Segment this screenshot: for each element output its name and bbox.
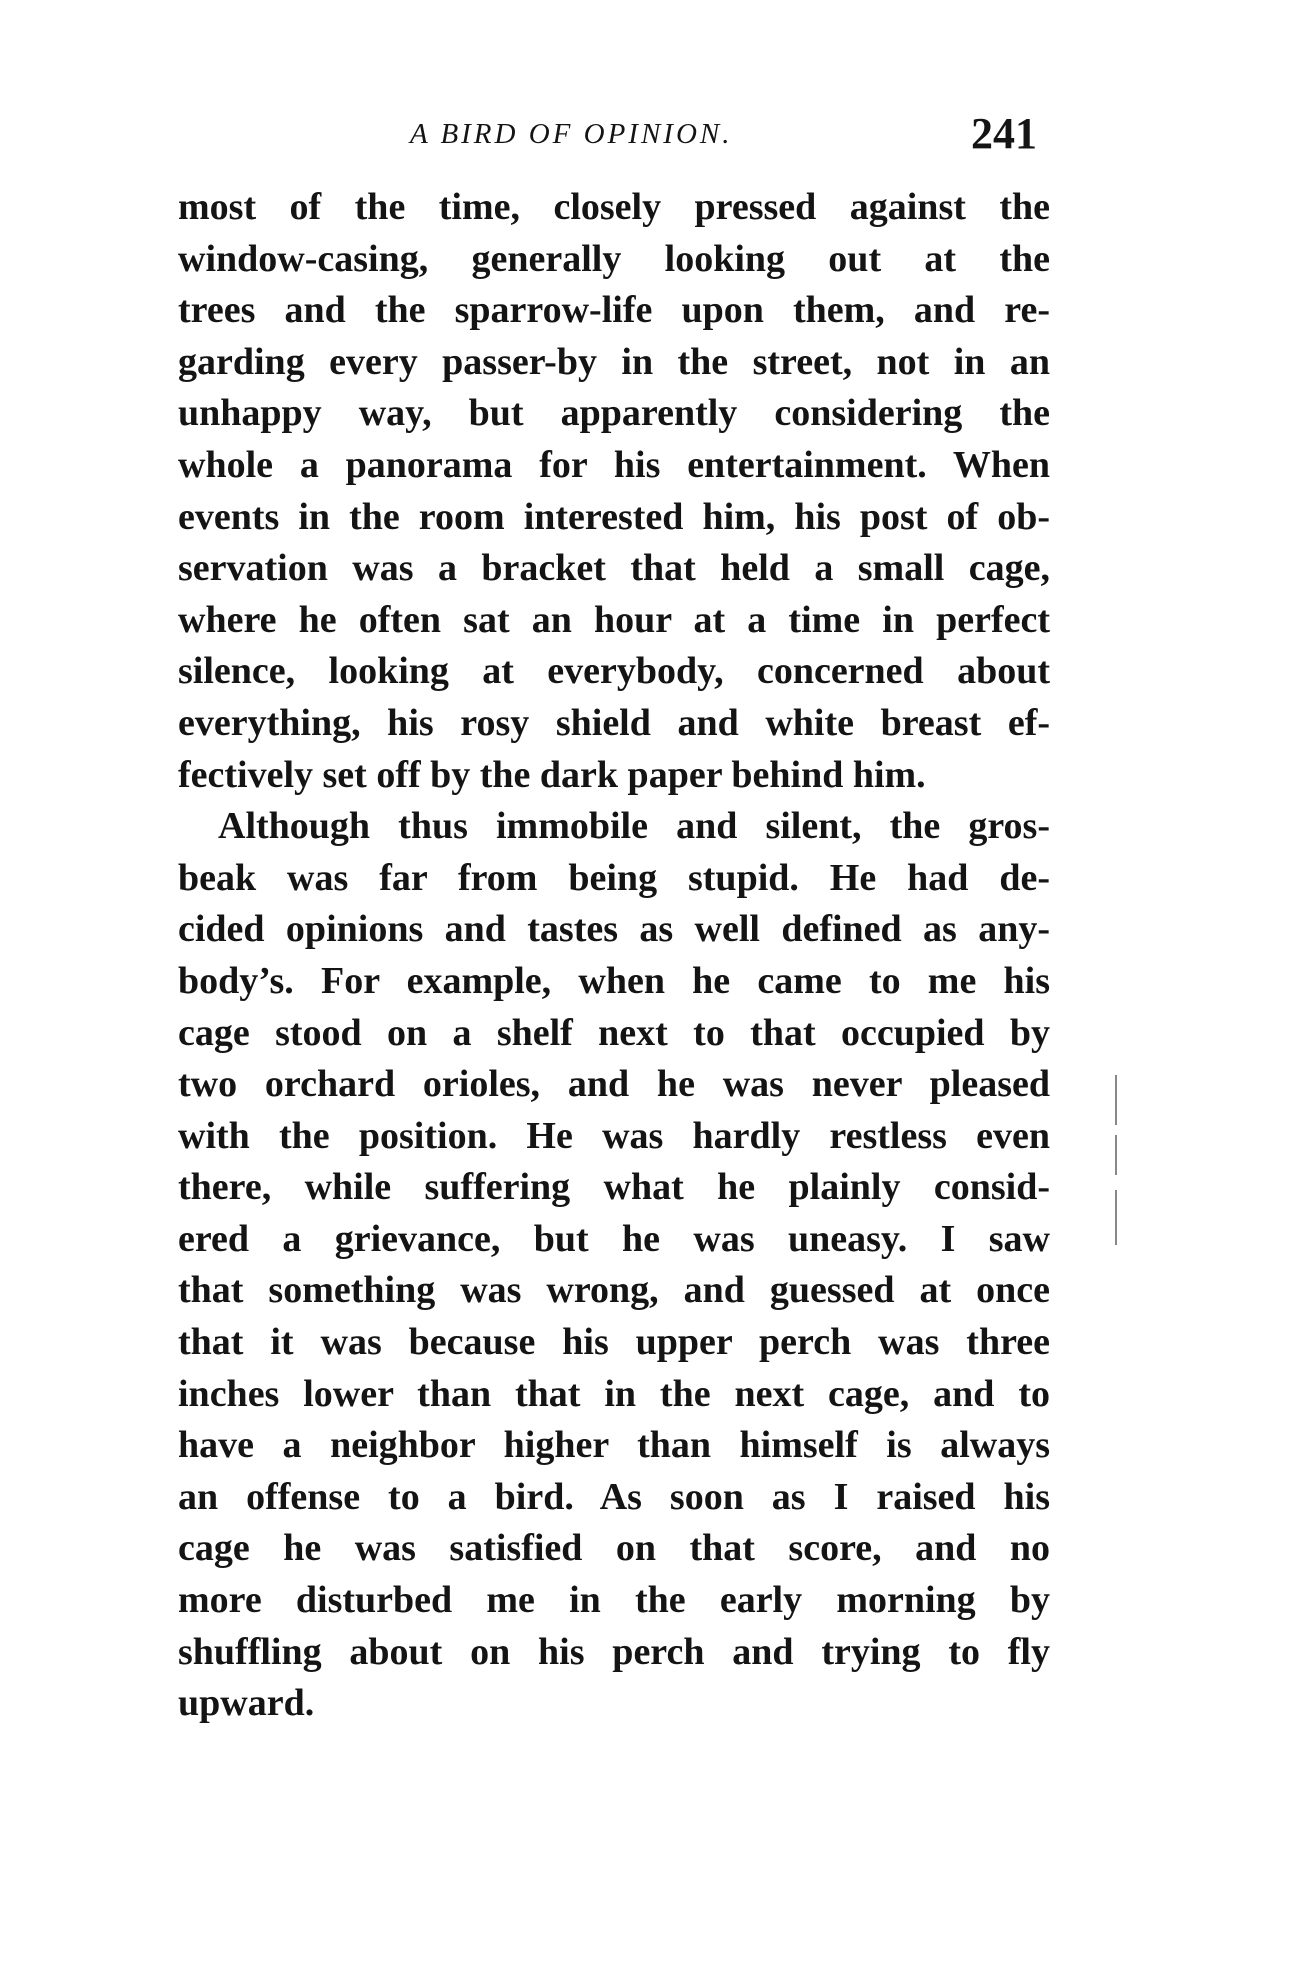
text-line: that something was wrong, and guessed at once	[178, 1269, 1050, 1312]
text-line: there, while suffering what he plainly consid-	[178, 1166, 1050, 1209]
text-line: that it was because his upper perch was three	[178, 1321, 1050, 1364]
running-title: A BIRD OF OPINION.	[410, 118, 733, 150]
text-line: everything, his rosy shield and white breast ef-	[178, 701, 1050, 744]
text-line: events in the room interested him, his post of ob-	[178, 495, 1050, 538]
text-line: two orchard orioles, and he was never pleased	[178, 1063, 1050, 1106]
text-line: an offense to a bird. As soon as I raised his	[178, 1475, 1050, 1518]
text-line: with the position. He was hardly restless even	[178, 1114, 1050, 1157]
body-text	[178, 182, 1050, 1730]
text-line: ered a grievance, but he was uneasy. I saw	[178, 1217, 1050, 1260]
text-line: servation was a bracket that held a small cage,	[178, 547, 1050, 590]
paragraph-end-line: fectively set off by the dark paper behind him.	[178, 753, 926, 796]
text-line: window-casing, generally looking out at the	[178, 237, 1050, 280]
text-line: beak was far from being stupid. He had de-	[178, 856, 1050, 899]
text-line: inches lower than that in the next cage, and to	[178, 1372, 1050, 1415]
text-line: trees and the sparrow-life upon them, and re-	[178, 289, 1050, 332]
text-line: have a neighbor higher than himself is always	[178, 1424, 1050, 1467]
text-line: unhappy way, but apparently considering the	[178, 392, 1050, 435]
scan-artifact	[1115, 1190, 1117, 1245]
text-line: whole a panorama for his entertainment. When	[178, 443, 1050, 486]
running-head	[175, 108, 1045, 168]
text-line: cage stood on a shelf next to that occupied by	[178, 1011, 1050, 1054]
text-line: body’s. For example, when he came to me his	[178, 959, 1050, 1002]
text-line: garding every passer-by in the street, not in an	[178, 340, 1050, 383]
scan-artifact	[1115, 1135, 1117, 1175]
text-line: most of the time, closely pressed against the	[178, 186, 1050, 228]
text-line: shuffling about on his perch and trying to fly	[178, 1630, 1050, 1673]
text-line: more disturbed me in the early morning by	[178, 1579, 1050, 1622]
text-line: where he often sat an hour at a time in perfect	[178, 598, 1050, 641]
page-number: 241	[971, 109, 1037, 158]
text-line: silence, looking at everybody, concerned about	[178, 650, 1050, 693]
text-line: cided opinions and tastes as well defined as any-	[178, 908, 1050, 951]
scan-artifact	[1115, 1075, 1117, 1125]
paragraph-end-line: upward.	[178, 1682, 315, 1725]
text-line: cage he was satisfied on that score, and no	[178, 1527, 1050, 1570]
paragraph-start-line: Although thus immobile and silent, the gros-	[218, 805, 1050, 848]
